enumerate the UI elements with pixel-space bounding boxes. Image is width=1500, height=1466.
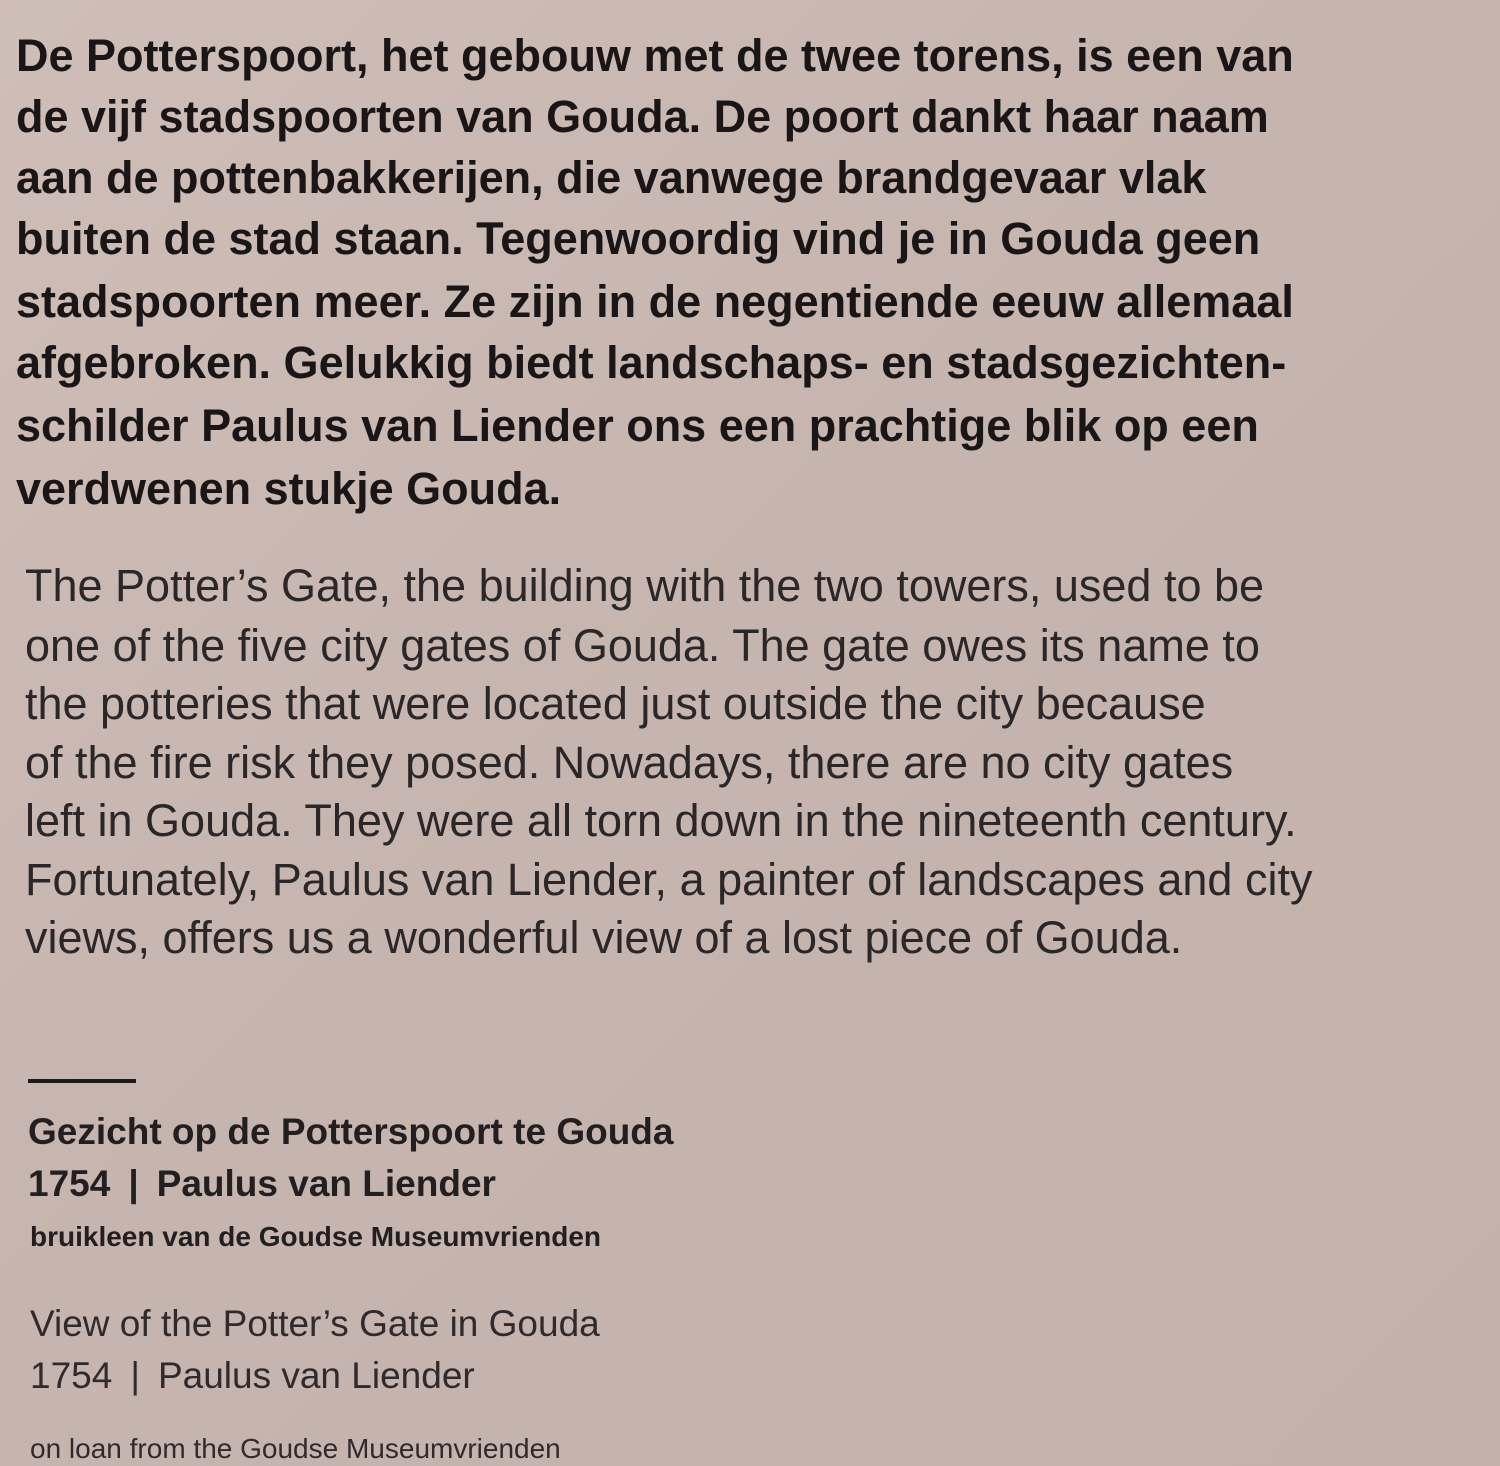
dutch-line: De Potterspoort, het gebouw met de twee torens, is een van <box>16 30 1294 81</box>
english-line: views, offers us a wonderful view of a lost piece of Gouda. <box>25 912 1183 963</box>
artwork-year: 1754 <box>30 1355 113 1396</box>
artwork-meta-english <box>30 1352 475 1400</box>
dutch-line: stadspoorten meer. Ze zijn in de negentiende eeuw allemaal <box>16 276 1294 327</box>
artwork-title-english: View of the Potter’s Gate in Gouda <box>30 1303 600 1344</box>
english-line: of the fire risk they posed. Nowadays, there are no city gates <box>25 737 1234 788</box>
artist-name: Paulus van Liender <box>156 1163 496 1204</box>
english-line: one of the five city gates of Gouda. The gate owes its name to <box>25 620 1260 671</box>
separator: | <box>130 1355 140 1396</box>
artwork-year: 1754 <box>28 1163 111 1204</box>
artwork-meta-dutch <box>28 1160 496 1208</box>
dutch-line: aan de pottenbakkerijen, die vanwege brandgevaar vlak <box>16 152 1207 203</box>
english-line: Fortunately, Paulus van Liender, a painter of landscapes and city <box>25 854 1313 905</box>
english-line: left in Gouda. They were all torn down in the nineteenth century. <box>25 795 1297 846</box>
caption-divider <box>28 1079 136 1083</box>
english-line: the potteries that were located just outside the city because <box>25 678 1206 729</box>
dutch-line: afgebroken. Gelukkig biedt landschaps- en stadsgezichten- <box>16 337 1287 388</box>
dutch-line: de vijf stadspoorten van Gouda. De poort dankt haar naam <box>16 91 1269 142</box>
loan-credit-english: on loan from the Goudse Museumvrienden <box>30 1433 561 1464</box>
dutch-line: verdwenen stukje Gouda. <box>16 463 562 514</box>
english-line: The Potter’s Gate, the building with the two towers, used to be <box>25 560 1265 611</box>
dutch-line: schilder Paulus van Liender ons een prachtige blik op een <box>16 400 1259 451</box>
dutch-line: buiten de stad staan. Tegenwoordig vind je in Gouda geen <box>16 213 1261 264</box>
separator: | <box>128 1163 139 1204</box>
loan-credit-dutch: bruikleen van de Goudse Museumvrienden <box>30 1221 602 1252</box>
artwork-title-dutch: Gezicht op de Potterspoort te Gouda <box>28 1111 674 1152</box>
artist-name: Paulus van Liender <box>157 1355 475 1396</box>
